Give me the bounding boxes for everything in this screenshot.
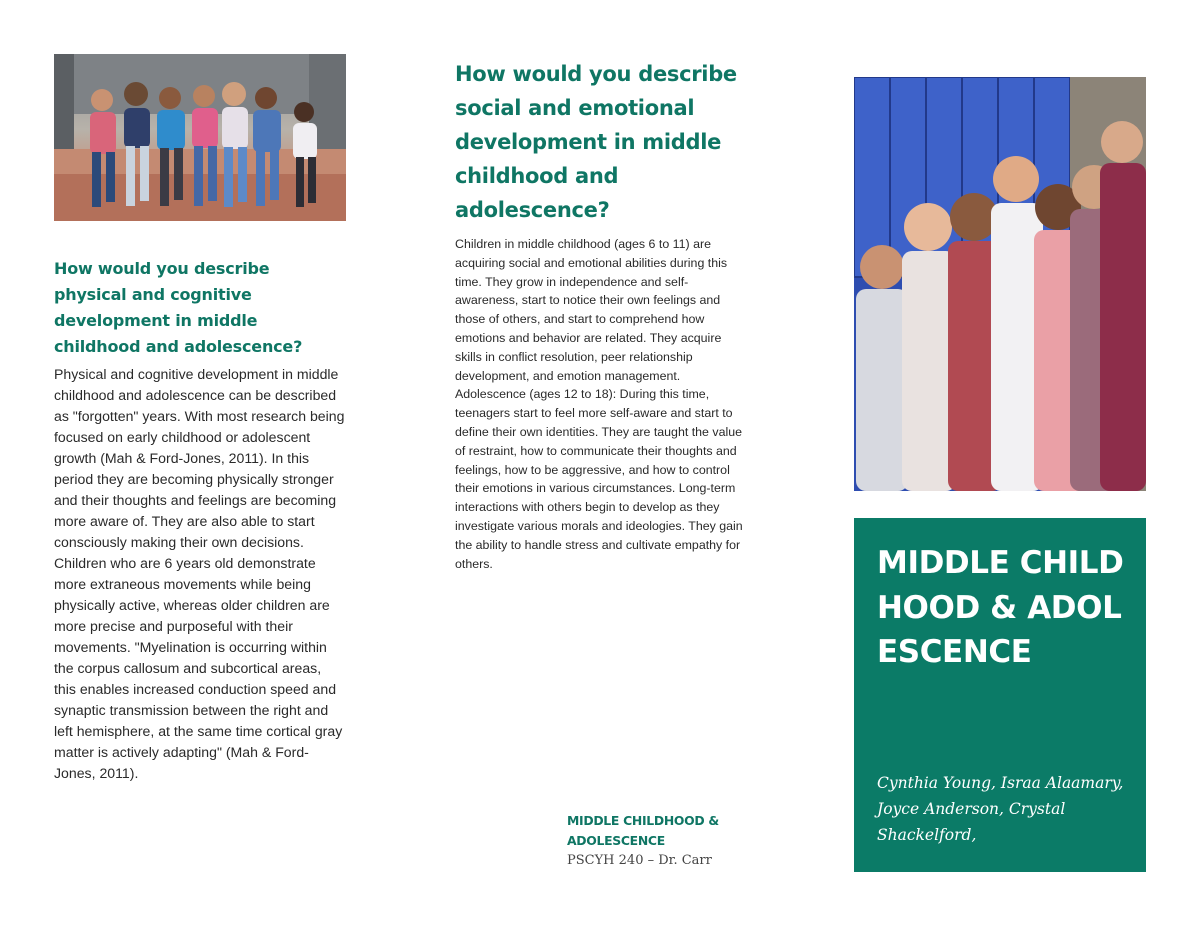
social-emotional-heading: How would you describe social and emotional development in middle childhood and adolescence? <box>455 62 737 222</box>
cover-title: MIDDLE CHILDHOOD & ADOLESCENCE <box>877 545 1124 670</box>
teenagers-lockers-photo <box>854 77 1146 491</box>
cover-authors: Cynthia Young, Israa Alaamary, Joyce Anderson, Crystal Shackelford, <box>877 774 1124 844</box>
social-emotional-body: Children in middle childhood (ages 6 to 11) are acquiring social and emotional abilities during this time. They grow in independence and self-awareness, start to notice their own feelings and those of others, and start to comprehend how emotions and behavior are related. They acquire skills in conflict resolution, peer relationship development, and emotion management. Adolescence (ages 12 to 18): During this time, teenagers start to feel more self-aware and start to define their own identities. They are taught the value of restraint, how to communicate their thoughts and feelings, how to be aggressive, and how to control their emotions in various circumstances. Long-term interactions with others begin to develop as they investigate various morals and ideologies. They gain the ability to handle stress and cultivate empathy for others. <box>455 237 743 571</box>
back-panel-title: MIDDLE CHILDHOOD & ADOLESCENCE <box>567 813 719 848</box>
physical-cognitive-heading: How would you describe physical and cognitive development in middle childhood and adolescence? <box>54 259 303 356</box>
course-info: PSCYH 240 – Dr. Carr <box>567 853 712 868</box>
physical-cognitive-body: Physical and cognitive development in middle childhood and adolescence can be described as "forgotten" years. With most research being focused on early childhood or adolescent growth (Mah & Ford-Jones, 2011). In this period they are becoming physically stronger and their thoughts and feelings are becoming more aware of. They are also able to start consciously making their own decisions. Children who are 6 years old demonstrate more extraneous movements while being physically active, whereas older children are more precise and purposeful with their movements. "Myelination is occurring within the corpus callosum and subcortical areas, this enables increased conduction speed and synaptic transmission between the right and left hemisphere, at the same time cortical gray matter is actively adapting" (Mah & Ford-Jones, 2011). <box>54 366 345 781</box>
children-running-photo <box>54 54 346 221</box>
